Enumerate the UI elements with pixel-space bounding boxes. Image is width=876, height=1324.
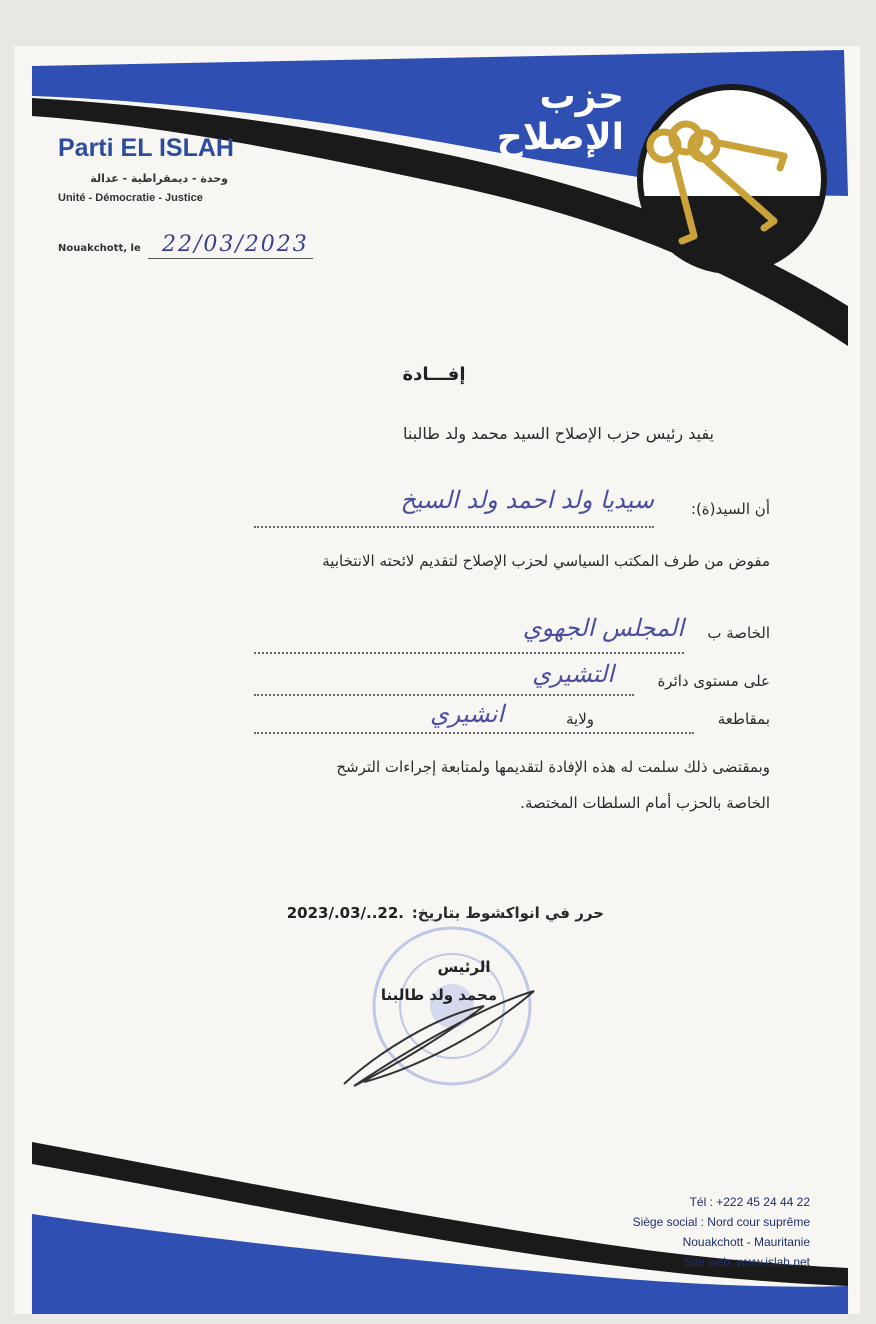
line4-value: التشيري [532, 660, 614, 688]
line2-text: مفوض من طرف المكتب السياسي لحزب الإصلاح لتقديم لائحته الانتخابية [322, 552, 770, 570]
line3-value: المجلس الجهوي [522, 614, 684, 642]
party-name-arabic: حزب الإصلاح [496, 76, 624, 158]
closing-line2: الخاصة بالحزب أمام السلطات المختصة. [520, 794, 770, 812]
place-date-value: 2023/.03/..22. [286, 904, 404, 922]
stamp-icon [374, 928, 530, 1084]
slogan-french: Unité - Démocratie - Justice [58, 192, 203, 204]
footer-tel: Tél : +222 45 24 44 22 [689, 1195, 810, 1209]
place-date-label: حرر في انواكشوط بتاريخ: [411, 904, 604, 922]
intro-line: يفيد رئيس حزب الإصلاح السيد محمد ولد طالبنا [403, 424, 714, 443]
date-handwritten: 22/03/2023 [162, 232, 309, 257]
line4-dots [254, 694, 634, 696]
line5-dots [254, 732, 694, 734]
document-page [14, 46, 860, 1314]
footer-web[interactable]: Site web: www.islah.net [683, 1255, 810, 1269]
signatory-title: الرئيس [437, 958, 491, 976]
footer-city: Nouakchott - Mauritanie [682, 1235, 810, 1249]
line5-label: بمقاطعة [717, 710, 770, 728]
line5-mid: ولاية [565, 710, 594, 728]
line1-value: سيديا ولد احمد ولد السيخ [400, 486, 654, 514]
line4-label: على مستوى دائرة [657, 672, 770, 690]
document-title: إفـــادة [402, 364, 466, 385]
line1-dots [254, 526, 654, 528]
slogan-arabic: وحدة - ديمقراطية - عدالة [90, 172, 228, 185]
line1-label: أن السيد(ة): [690, 500, 770, 518]
date-underline [148, 258, 313, 259]
date-label: Nouakchott, le [58, 243, 141, 254]
line5-value: انشيري [429, 700, 504, 728]
closing-line1: وبمقتضى ذلك سلمت له هذه الإفادة لتقديمها ولمتابعة إجراءات الترشح [336, 758, 770, 776]
footer-contact [574, 1192, 810, 1272]
line3-label: الخاصة ب [707, 624, 770, 642]
signatory-name: محمد ولد طالبنا [380, 986, 498, 1004]
line3-dots [254, 652, 684, 654]
footer-siege: Siège social : Nord cour suprême [632, 1215, 810, 1229]
party-name-french: Parti EL ISLAH [58, 134, 234, 162]
